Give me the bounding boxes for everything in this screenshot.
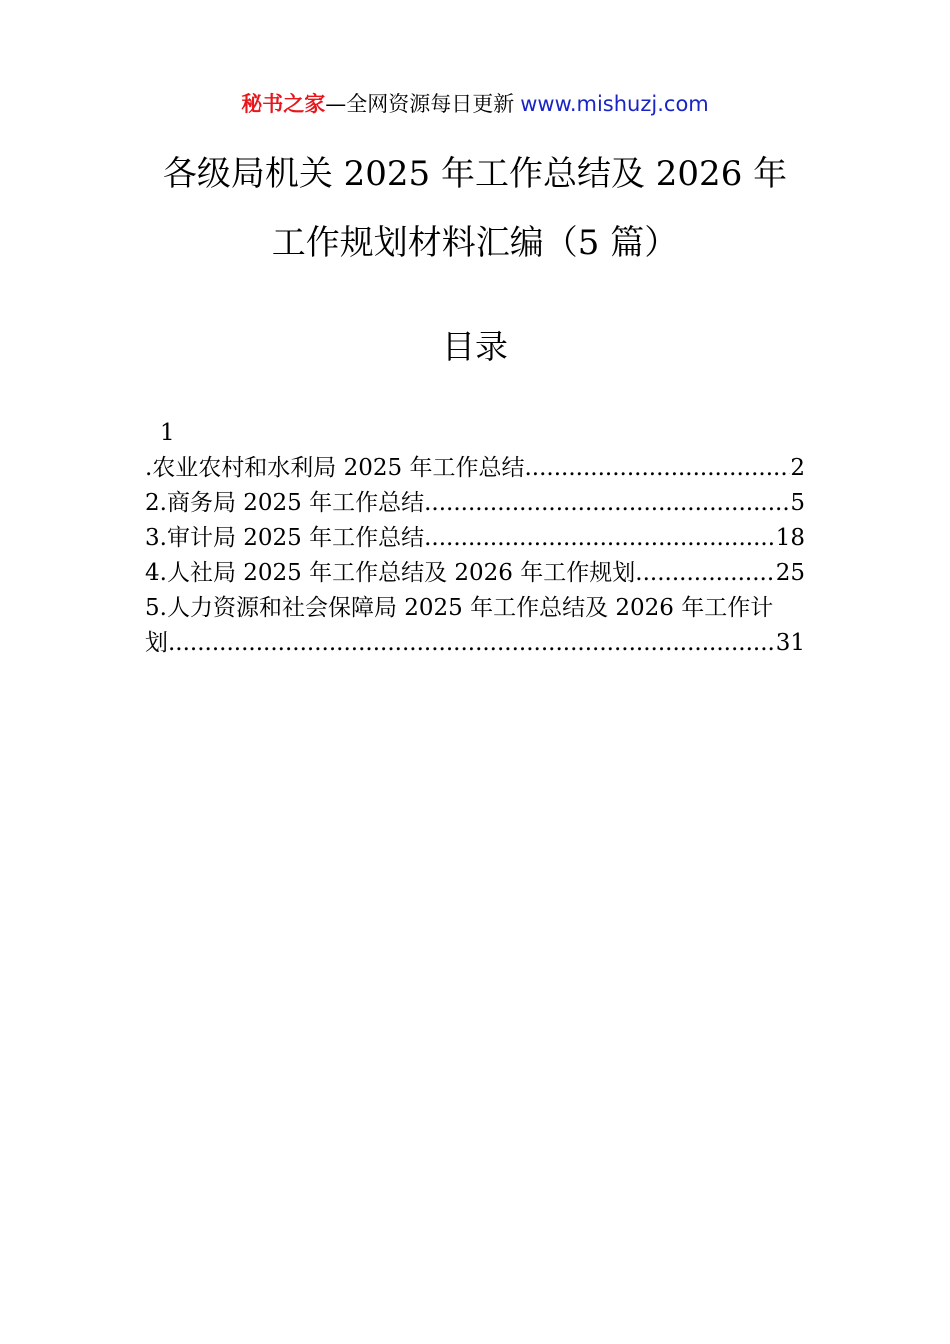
toc-heading: 目录	[442, 327, 508, 366]
toc-item-title-continuation: 划	[145, 630, 168, 656]
toc-page-number: 18	[775, 525, 805, 551]
toc-leader-dots	[424, 521, 776, 556]
toc-page-number: 5	[790, 490, 805, 516]
toc-item-1[interactable]	[145, 451, 805, 486]
toc-item-title: .农业农村和水利局 2025 年工作总结	[145, 455, 525, 481]
document-title-line-1: 各级局机关 2025 年工作总结及 2026 年	[162, 154, 788, 194]
toc-item-title: 3.审计局 2025 年工作总结	[145, 525, 425, 551]
toc-page-number: 2	[790, 455, 805, 481]
toc-page-number: 25	[775, 560, 805, 586]
toc-item-3[interactable]	[145, 521, 805, 556]
toc-item-title: 5.人力资源和社会保障局 2025 年工作总结及 2026 年工作计	[145, 595, 774, 621]
toc-item-title: 4.人社局 2025 年工作总结及 2026 年工作规划	[145, 560, 636, 586]
brand-name: 秘书之家	[241, 92, 326, 116]
toc-item-1-number: 1	[160, 420, 175, 446]
toc-item-5-continuation[interactable]	[145, 626, 805, 661]
banner-tagline: —全网资源每日更新	[325, 92, 515, 116]
toc-page-number: 31	[775, 630, 805, 656]
toc-leader-dots	[424, 486, 790, 521]
site-url-link[interactable]: www.mishuzj.com	[520, 92, 709, 116]
site-banner	[0, 88, 950, 120]
table-of-contents	[145, 416, 805, 661]
toc-item-4[interactable]	[145, 556, 805, 591]
toc-leader-dots	[635, 556, 775, 591]
toc-leader-dots	[524, 451, 790, 486]
toc-item-2[interactable]	[145, 486, 805, 521]
document-title-line-2: 工作规划材料汇编（5 篇）	[271, 223, 679, 263]
toc-item-title: 2.商务局 2025 年工作总结	[145, 490, 425, 516]
toc-leader-dots	[168, 626, 776, 661]
toc-item-5[interactable]	[145, 591, 805, 626]
